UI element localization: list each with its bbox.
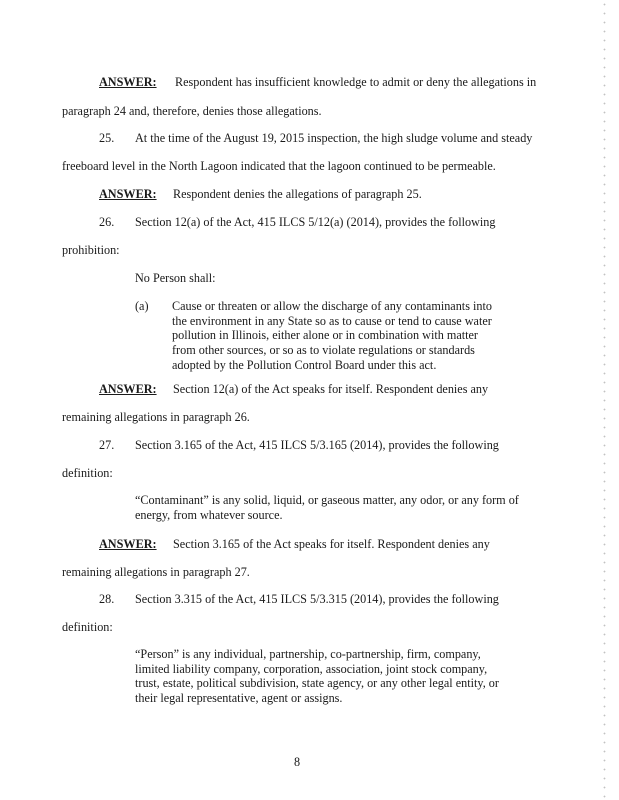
answer-27-text: Section 3.165 of the Act speaks for itself. Respondent denies any <box>173 537 490 551</box>
quote-line: energy, from whatever source. <box>135 507 283 522</box>
paragraph-25-number: 25. <box>99 131 115 145</box>
quote-item-label: (a) <box>135 299 149 313</box>
quote-line: adopted by the Pollution Control Board under this act. <box>172 357 437 372</box>
quote-item-text <box>172 299 492 373</box>
answer-24-continuation: paragraph 24 and, therefore, denies those allegations. <box>62 104 322 118</box>
quote-line: “Contaminant” is any solid, liquid, or gaseous matter, any odor, or any form of <box>135 493 519 507</box>
answer-27 <box>99 537 157 552</box>
answer-label: ANSWER: <box>99 187 157 201</box>
quote-line: “Person” is any individual, partnership, co-partnership, firm, company, <box>135 647 481 661</box>
quote-line: from other sources, or so as to violate regulations or standards <box>172 343 475 358</box>
answer-25 <box>99 187 157 202</box>
quote-line: limited liability company, corporation, association, joint stock company, <box>135 661 488 676</box>
paragraph-26-text: Section 12(a) of the Act, 415 ILCS 5/12(a) (2014), provides the following <box>135 215 496 229</box>
quote-28 <box>135 647 499 706</box>
scan-edge-marks <box>603 0 606 800</box>
answer-label: ANSWER: <box>99 382 157 396</box>
answer-label: ANSWER: <box>99 75 157 89</box>
quote-line: the environment in any State so as to cause or tend to cause water <box>172 313 492 328</box>
answer-26-text: Section 12(a) of the Act speaks for itself. Respondent denies any <box>173 382 489 396</box>
paragraph-26-number: 26. <box>99 215 115 229</box>
quote-line: trust, estate, political subdivision, state agency, or any other legal entity, or <box>135 676 499 691</box>
answer-26 <box>99 382 157 397</box>
answer-label: ANSWER: <box>99 537 157 551</box>
page-number: 8 <box>294 755 301 769</box>
paragraph-26-continuation: prohibition: <box>62 243 120 257</box>
answer-24-text: Respondent has insufficient knowledge to admit or deny the allegations in <box>175 75 537 89</box>
paragraph-27-text: Section 3.165 of the Act, 415 ILCS 5/3.165 (2014), provides the following <box>135 438 499 452</box>
quote-27 <box>135 493 519 522</box>
answer-24 <box>99 75 157 90</box>
quote-line: Cause or threaten or allow the discharge of any contaminants into <box>172 299 492 313</box>
quote-line: their legal representative, agent or assigns. <box>135 691 343 706</box>
answer-25-text: Respondent denies the allegations of paragraph 25. <box>173 187 422 201</box>
paragraph-28-continuation: definition: <box>62 620 113 634</box>
paragraph-27-number: 27. <box>99 438 115 452</box>
paragraph-25-text: At the time of the August 19, 2015 inspection, the high sludge volume and steady <box>135 131 533 145</box>
answer-26-continuation: remaining allegations in paragraph 26. <box>62 410 250 424</box>
paragraph-27-continuation: definition: <box>62 466 113 480</box>
quote-intro: No Person shall: <box>135 271 216 285</box>
answer-27-continuation: remaining allegations in paragraph 27. <box>62 565 250 579</box>
paragraph-28-text: Section 3.315 of the Act, 415 ILCS 5/3.315 (2014), provides the following <box>135 592 499 606</box>
quote-line: pollution in Illinois, either alone or in combination with matter <box>172 328 478 343</box>
paragraph-28-number: 28. <box>99 592 115 606</box>
paragraph-25-continuation: freeboard level in the North Lagoon indicated that the lagoon continued to be permeable. <box>62 159 496 173</box>
